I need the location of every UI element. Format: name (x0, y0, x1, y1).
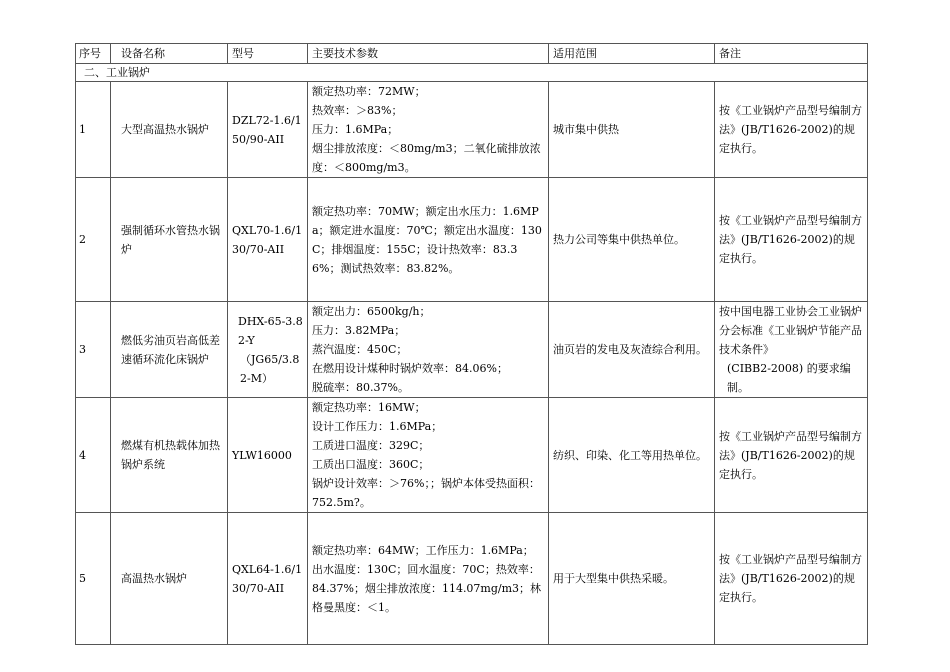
table-row (76, 398, 868, 513)
row-name: 燃煤有机热载体加热锅炉系统 (111, 398, 228, 513)
header-scope: 适用范围 (549, 44, 715, 64)
table-row (76, 82, 868, 178)
header-note: 备注 (715, 44, 868, 64)
row-model: QXL64-1.6/130/70-AII (228, 513, 308, 645)
row-scope: 用于大型集中供热采暖。 (549, 513, 715, 645)
table-row (76, 178, 868, 302)
row-name: 强制循环水管热水锅炉 (111, 178, 228, 302)
row-note: 按《工业锅炉产品型号编制方法》(JB/T1626-2002)的规定执行。 (715, 82, 868, 178)
param-line: 在燃用设计煤种时锅炉效率：84.06%； (312, 362, 508, 375)
table-row (76, 302, 868, 398)
row-params (308, 302, 549, 398)
row-params (308, 513, 549, 645)
row-no: 4 (76, 398, 111, 513)
param-line: 设计工作压力：1.6MPa； (312, 420, 443, 433)
param-line: 压力：3.82MPa； (312, 324, 406, 337)
header-model: 型号 (228, 44, 308, 64)
param-line: 额定出力：6500kg/h； (312, 305, 431, 318)
param-line: 锅炉设计效率：＞76%；；锅炉本体受热面积：752.5m?。 (312, 477, 540, 509)
equipment-spec-table (75, 43, 868, 645)
header-name: 设备名称 (111, 44, 228, 64)
param-line: 蒸汽温度：450C； (312, 343, 408, 356)
row-model: YLW16000 (228, 398, 308, 513)
row-params (308, 178, 549, 302)
param-line: 压力：1.6MPa； (312, 123, 399, 136)
section-title: 二、工业锅炉 (76, 64, 868, 82)
param-line: 额定热功率：64MW；工作压力：1.6MPa；出水温度：130C；回水温度：70C；热效率：84.37%；烟尘排放浓度：114.07mg/m3；林格曼黑度：＜1。 (312, 543, 542, 614)
model-line-2: （JG65/3.82-M） (240, 352, 300, 385)
row-params (308, 82, 549, 178)
section-row (76, 64, 868, 82)
table-row (76, 513, 868, 645)
header-params: 主要技术参数 (308, 44, 549, 64)
row-note (715, 302, 868, 398)
param-line: 额定热功率：70MW；额定出水压力：1.6MPa；额定进水温度：70℃；额定出水温度：130C；排烟温度：155C；设计热效率：83.36%；测试热效率：83.82%。 (312, 204, 542, 275)
row-params (308, 398, 549, 513)
row-note: 按《工业锅炉产品型号编制方法》(JB/T1626-2002)的规定执行。 (715, 513, 868, 645)
row-scope: 纺织、印染、化工等用热单位。 (549, 398, 715, 513)
row-note: 按《工业锅炉产品型号编制方法》(JB/T1626-2002)的规定执行。 (715, 178, 868, 302)
row-name: 燃低劣油页岩高低差速循环流化床锅炉 (111, 302, 228, 398)
param-line: 烟尘排放浓度：＜80mg/m3；二氧化硫排放浓度：＜800mg/m3。 (312, 142, 541, 174)
note-line-2: (CIBB2-2008) 的要求编制。 (727, 362, 851, 394)
row-scope: 城市集中供热 (549, 82, 715, 178)
row-model (228, 302, 308, 398)
header-no: 序号 (76, 44, 111, 64)
row-name: 高温热水锅炉 (111, 513, 228, 645)
param-line: 额定热功率：16MW； (312, 401, 426, 414)
row-no: 1 (76, 82, 111, 178)
row-model: DZL72-1.6/150/90-AII (228, 82, 308, 178)
row-no: 2 (76, 178, 111, 302)
row-scope: 热力公司等集中供热单位。 (549, 178, 715, 302)
row-model: QXL70-1.6/130/70-AII (228, 178, 308, 302)
row-no: 5 (76, 513, 111, 645)
row-name: 大型高温热水锅炉 (111, 82, 228, 178)
row-scope: 油页岩的发电及灰渣综合利用。 (549, 302, 715, 398)
header-row (76, 44, 868, 64)
param-line: 额定热功率：72MW； (312, 85, 426, 98)
param-line: 工质出口温度：360C； (312, 458, 430, 471)
param-line: 脱硫率：80.37%。 (312, 381, 409, 394)
model-line: DHX-65-3.82-Y (238, 314, 303, 347)
param-line: 热效率：＞83%； (312, 104, 403, 117)
note-line: 按中国电器工业协会工业锅炉分会标准《工业锅炉节能产品技术条件》 (719, 305, 862, 356)
param-line: 工质进口温度：329C； (312, 439, 430, 452)
row-no: 3 (76, 302, 111, 398)
row-note: 按《工业锅炉产品型号编制方法》(JB/T1626-2002)的规定执行。 (715, 398, 868, 513)
